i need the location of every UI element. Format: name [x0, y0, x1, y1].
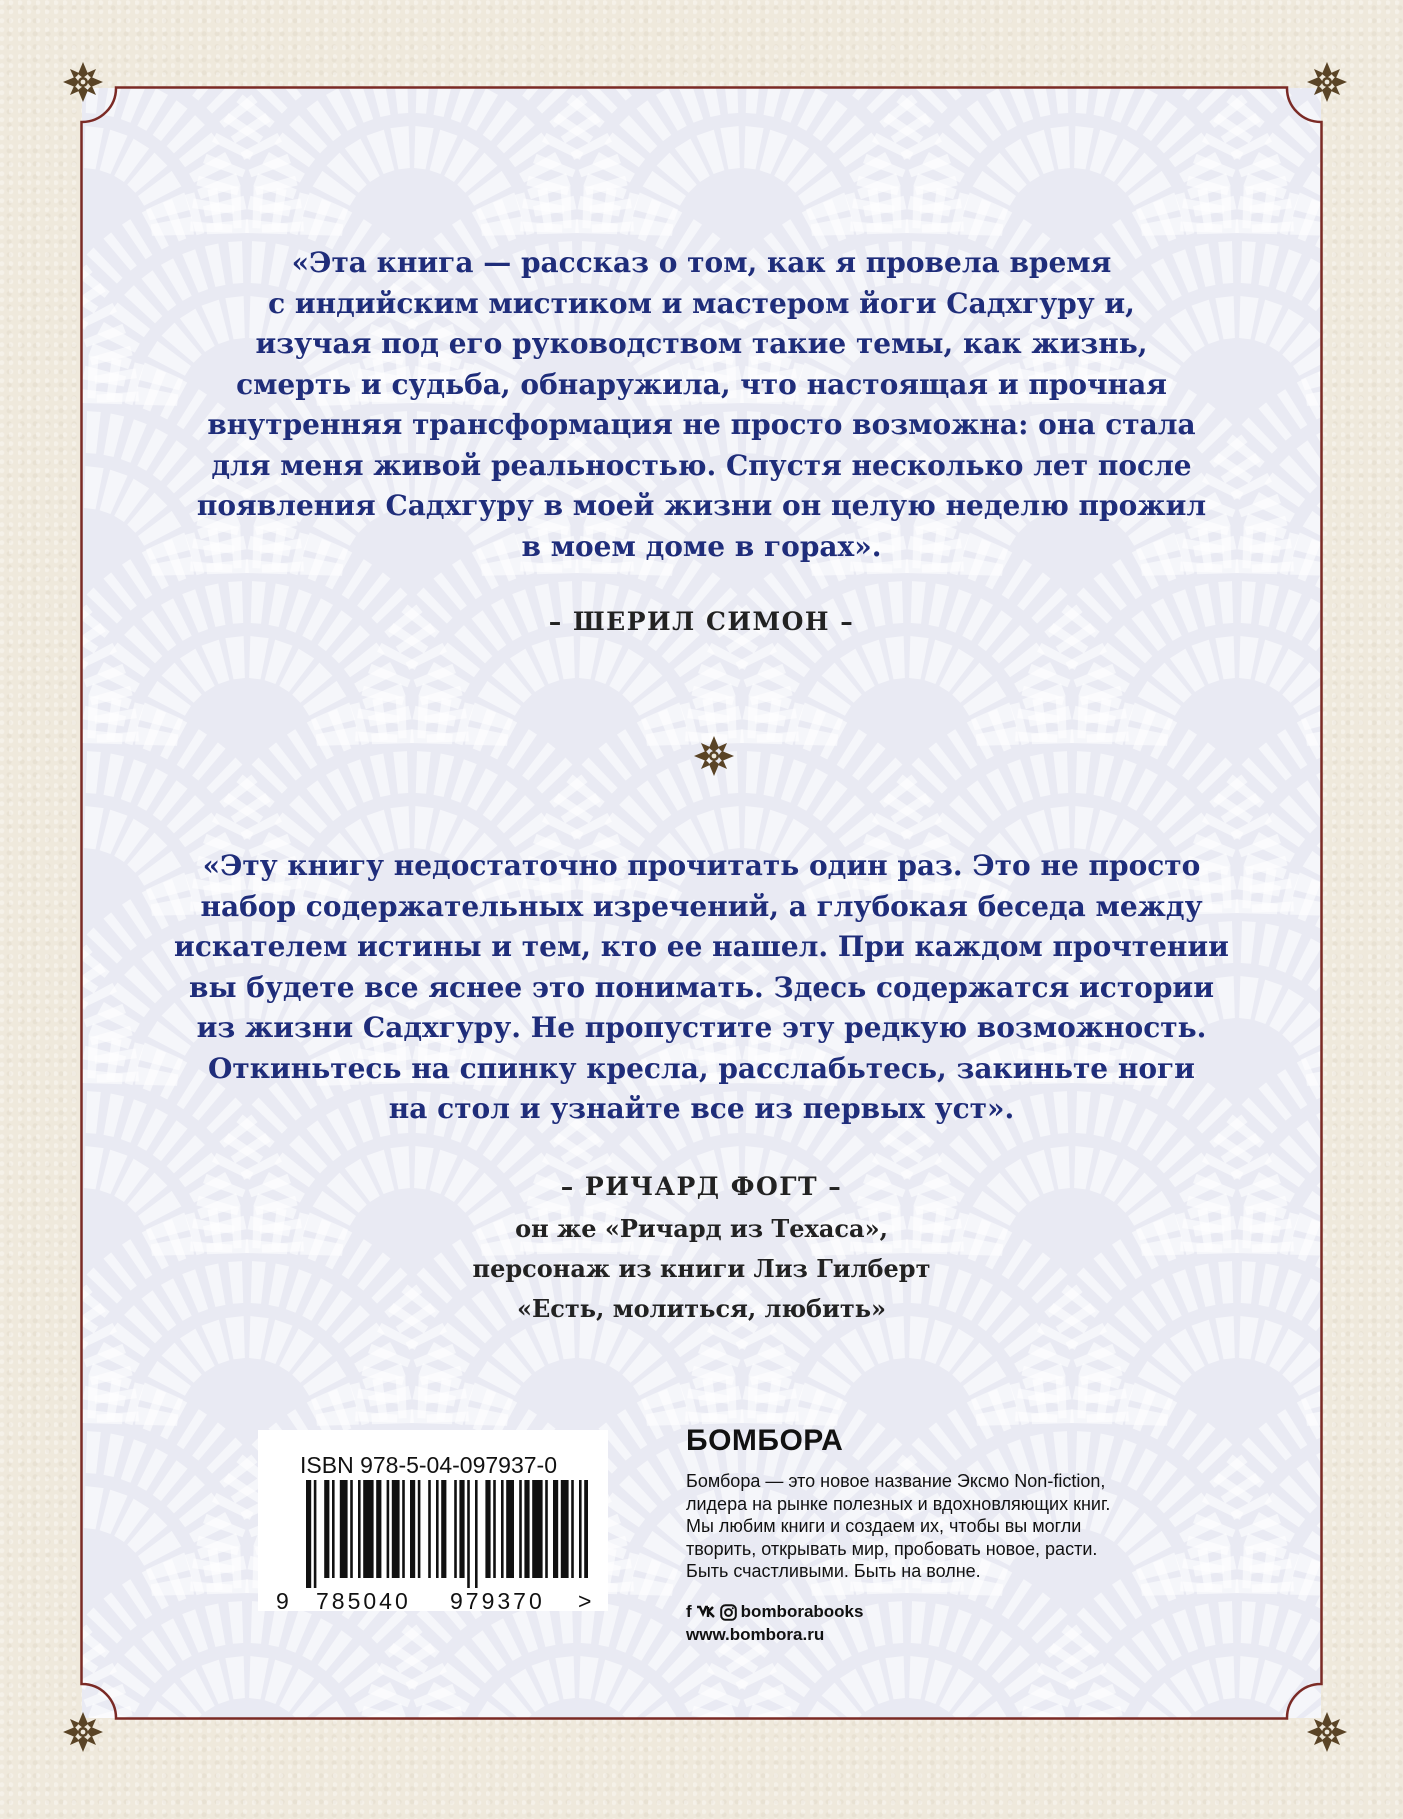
- description-line: Мы любим книги и создаем их, чтобы вы могли: [686, 1516, 1082, 1536]
- isbn-label: ISBN 978-5-04-097937-0: [300, 1452, 557, 1478]
- quote-1-line: для меня живой реальностью. Спустя несколько лет после: [211, 448, 1192, 482]
- corner-ornament-top-right-icon: [1305, 60, 1349, 104]
- quote-2-line: на стол и узнайте все из первых уст».: [388, 1092, 1015, 1125]
- social-handle[interactable]: bomborabooks: [740, 1602, 864, 1621]
- website-link[interactable]: www.bombora.ru: [686, 1625, 825, 1644]
- quote-2-line: из жизни Садхгуру. Не пропустите эту редкую возможность.: [196, 1011, 1207, 1044]
- quote-2: [0, 846, 1403, 1130]
- divider-ornament-icon: [692, 734, 736, 778]
- facebook-icon[interactable]: f: [686, 1602, 692, 1621]
- attribution-line: «Есть, молиться, любить»: [516, 1294, 887, 1323]
- quote-2-line: вы будете все яснее это понимать. Здесь содержатся истории: [189, 970, 1214, 1004]
- quote-2-line: искателем истины и тем, кто ее нашел. При каждом прочтении: [174, 930, 1229, 963]
- quote-1-line: изучая под его руководством такие темы, как жизнь,: [255, 327, 1148, 360]
- quote-1-line: смерть и судьба, обнаружила, что настоящая и прочная: [236, 367, 1167, 401]
- quote-1-line: с индийским мистиком и мастером йоги Садхгуру и,: [268, 286, 1135, 320]
- description-line: Бомбора — это новое название Эксмо Non-fiction,: [686, 1471, 1106, 1491]
- quote-2-line: набор содержательных изречений, а глубокая беседа между: [200, 889, 1203, 923]
- quote-1-line: «Эта книга — рассказ о том, как я провела время: [291, 246, 1112, 279]
- barcode-digit-first: 9: [276, 1588, 289, 1614]
- description-line: Быть счастливыми. Быть на волне.: [686, 1561, 981, 1581]
- social-links: [686, 1602, 863, 1622]
- barcode-digits-group-1: 785040: [316, 1588, 411, 1614]
- corner-ornament-top-left-icon: [61, 60, 105, 104]
- quote-2-line: «Эту книгу недостаточно прочитать один раз. Это не просто: [202, 849, 1201, 882]
- quote-1-author: – ШЕРИЛ СИМОН –: [548, 607, 855, 636]
- quote-1: [0, 243, 1403, 567]
- description-line: лидера на рынке полезных и вдохновляющих книг.: [686, 1493, 1111, 1514]
- quote-1-line: появления Садхгуру в моей жизни он целую неделю прожил: [196, 489, 1207, 522]
- quote-2-author: – РИЧАРД ФОГТ –: [560, 1172, 843, 1201]
- quote-1-line: внутренняя трансформация не просто возможна: она стала: [207, 408, 1196, 441]
- barcode: [298, 1480, 588, 1588]
- publisher-description: [686, 1470, 1110, 1583]
- vk-icon[interactable]: [696, 1605, 716, 1619]
- corner-ornament-bottom-right-icon: [1305, 1710, 1349, 1754]
- barcode-digits-group-2: 979370: [450, 1588, 545, 1614]
- attribution-line: он же «Ричард из Техаса»,: [515, 1214, 888, 1243]
- barcode-digit-end: >: [578, 1588, 592, 1614]
- quote-1-line: в моем доме в горах».: [521, 529, 882, 563]
- attribution-line: персонаж из книги Лиз Гилберт: [472, 1254, 931, 1283]
- publisher-logo: БОМБОРА: [686, 1424, 844, 1457]
- description-line: творить, открывать мир, пробовать новое, расти.: [686, 1538, 1098, 1559]
- quote-2-line: Откиньтесь на спинку кресла, расслабьтесь, закиньте ноги: [208, 1051, 1195, 1085]
- instagram-icon[interactable]: [720, 1604, 737, 1621]
- quote-2-attribution: [0, 1209, 1403, 1329]
- corner-ornament-bottom-left-icon: [61, 1710, 105, 1754]
